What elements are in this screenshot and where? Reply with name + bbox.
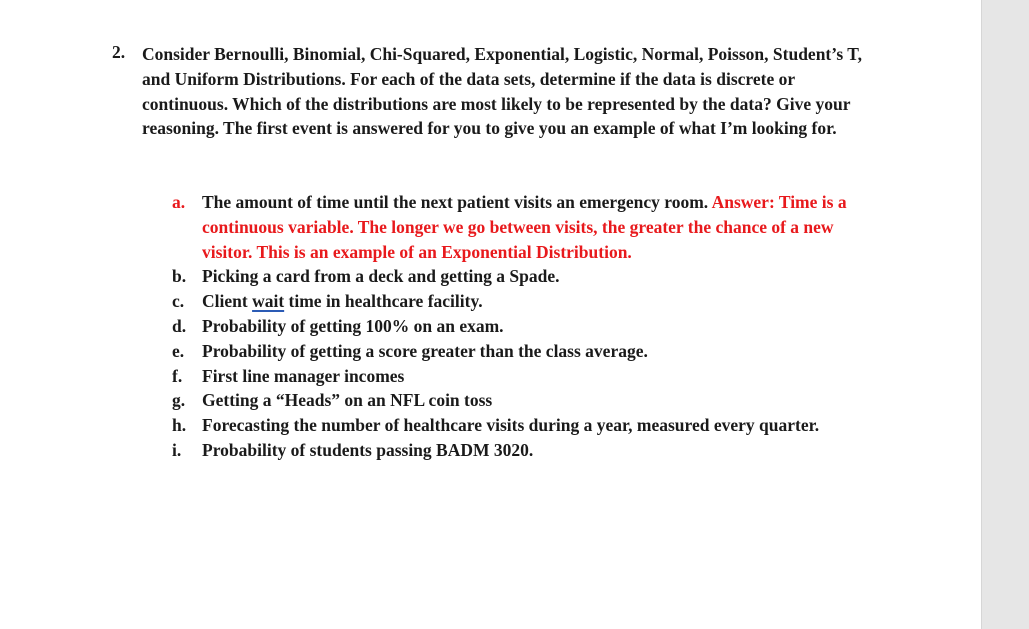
item-text: Picking a card from a deck and getting a Spade. (202, 266, 560, 287)
question-number: 2. (112, 42, 126, 62)
list-marker: a. (172, 192, 186, 212)
list-item-a (172, 190, 852, 264)
vertical-scrollbar-gutter[interactable] (981, 0, 1029, 629)
item-text: Probability of students passing BADM 3020. (202, 439, 534, 460)
list-marker: d. (172, 315, 187, 336)
list-marker: e. (172, 340, 185, 361)
list-item-b (172, 264, 852, 289)
question-text: Consider Bernoulli, Binomial, Chi-Squared, Exponential, Logistic, Normal, Poisson, Student’s T, and Uniform Distributions. For each of the data sets, determine if the data is discrete or continuous. Which of the distributions are most likely to be represented by the data? Give your reasoning. The first event is answered for you to give you an example of what I’m looking for. (142, 44, 863, 139)
list-item-i (172, 438, 852, 463)
item-text: The amount of time until the next patient visits an emergency room. (202, 192, 709, 212)
list-item-f (172, 364, 852, 389)
item-text: Probability of getting 100% on an exam. (202, 315, 504, 336)
item-text: Getting a “Heads” on an NFL coin toss (202, 390, 493, 411)
list-marker: g. (172, 390, 186, 411)
item-text: First line manager incomes (202, 365, 405, 386)
list-marker: i. (172, 439, 182, 460)
spelling-flag-wait[interactable]: wait (252, 291, 285, 312)
list-marker: b. (172, 266, 187, 287)
list-item-g (172, 388, 852, 413)
item-text: Probability of getting a score greater than the class average. (202, 340, 648, 361)
list-marker: h. (172, 415, 187, 436)
list-item-e (172, 339, 852, 364)
item-text-after: time in healthcare facility. (288, 291, 483, 312)
list-item-h (172, 413, 852, 438)
answer-text: Answer: Time is a continuous variable. The longer we go between visits, the greater the chance of a new visitor. This is an example of an Exponential Distribution. (202, 192, 847, 262)
list-marker: c. (172, 291, 185, 312)
item-text: Forecasting the number of healthcare visits during a year, measured every quarter. (202, 415, 820, 436)
sub-question-list (172, 190, 852, 463)
item-text-before: Client (202, 291, 248, 312)
list-marker: f. (172, 365, 183, 386)
list-item-d (172, 314, 852, 339)
list-item-c (172, 289, 852, 314)
